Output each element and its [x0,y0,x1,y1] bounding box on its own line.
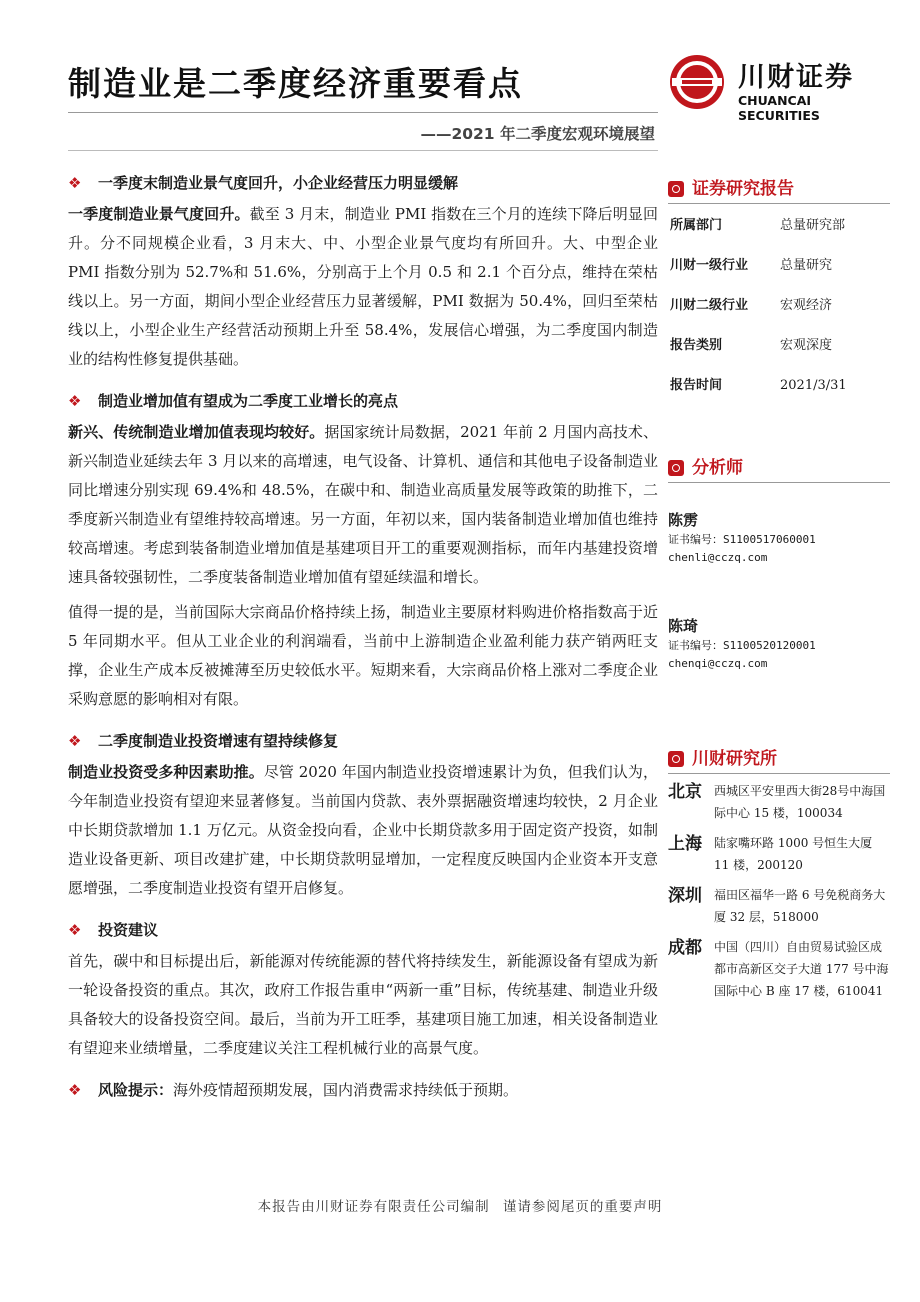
analyst-card [668,509,890,567]
info-value: 宏观经济 [780,298,833,313]
sidebar [668,175,890,1002]
paragraph-text: 首先，碳中和目标提出后，新能源对传统能源的替代将持续发生，新能源设备有望成为新一轮设备投资的重点。其次，政府工作报告重申“两新一重”目标，传统基建、制造业升级具备较大的设备投资空间。最后，当前为开工旺季，基建项目施工加速，相关设备制造业有望迎来业绩增量，二季度建议关注工程机械行业的高景气度。 [68,952,658,1057]
section-heading-text: 投资建议 [98,921,159,939]
sidebar-heading-text: 证券研究报告 [692,179,794,199]
report-icon [668,181,684,197]
sidebar-heading-text: 川财研究所 [692,749,777,769]
diamond-bullet-icon: ❖ [68,174,82,192]
info-value: 总量研究部 [780,218,846,233]
section-heading [68,170,658,196]
sidebar-heading-institute [668,745,890,774]
footer-left-text: 本报告由川财证券有限责任公司编制 [257,1199,490,1215]
paragraph [68,598,658,714]
info-row [668,244,890,284]
footer-right-text: 谨请参阅尾页的重要声明 [502,1199,663,1215]
header-divider [68,112,658,113]
paragraph-text: 值得一提的是，当前国际大宗商品价格持续上扬，制造业主要原材料购进价格指数高于近 5 年同期水平。但从工业企业的利润端看，当前中上游制造企业盈利能力获产销两旺支撑，企业生产成本反被摊薄至历史较低水平。短期来看，大宗商品价格上涨对二季度企业采购意愿的影响相对有限。 [68,603,658,708]
section-heading [68,388,658,414]
info-value: 2021/3/31 [780,378,847,393]
info-value: 总量研究 [780,258,833,273]
main-content [68,170,658,1107]
paragraph-text: 尽管 2020 年国内制造业投资增速累计为负，但我们认为，今年制造业投资有望迎来显著修复。当前国内贷款、表外票据融资增速均较快，2 月企业中长期贷款增加 1.1 万亿元。从资金投向看，企业中长期贷款多用于固定资产投资，如制造业设备更新、项目改建扩建，中长期贷款明显增加，一定程度反映国内企业资本开支意愿增强，二季度制造业投资有望开启修复。 [68,763,658,897]
info-row [668,284,890,324]
risk-text: 海外疫情超预期发展，国内消费需求持续低于预期。 [173,1081,519,1099]
analyst-name: 陈琦 [668,617,699,635]
analyst-name: 陈雳 [668,511,699,529]
section-heading-text: 一季度末制造业景气度回升，小企业经营压力明显缓解 [98,174,459,192]
paragraph-text: 截至 3 月末，制造业 PMI 指数在三个月的连续下降后明显回升。分不同规模企业看，3 月末大、中、小型企业景气度均有所回升。大、中型企业 PMI 指数分别为 52.7%和 51.6%，分别高于上个月 0.5 和 2.1 个百分点，维持在荣枯线以上。另一方面，期间小型企业经营压力显著缓解，PMI 数据为 50.4%，回归至荣枯线以上，小型企业生产经营活动预期上升至 58.4%，发展信心增强，为二季度国内制造业的结构性修复提供基础。 [68,205,658,368]
institute-address [668,780,890,824]
analyst-cert: 证书编号：S1100517060001 [668,533,816,546]
chuancai-logo-icon [668,53,726,111]
institute-city: 成都 [668,938,702,958]
brand-logo [668,53,888,123]
institute-address [668,884,890,928]
info-key: 所属部门 [670,218,723,233]
diamond-bullet-icon: ❖ [68,392,82,410]
brand-name-en: CHUANCAI SECURITIES [738,93,820,123]
section-heading-text: 二季度制造业投资增速有望持续修复 [98,732,339,750]
risk-note [68,1077,658,1103]
diamond-bullet-icon: ❖ [68,732,82,750]
section-heading [68,728,658,754]
institute-icon [668,751,684,767]
analyst-icon [668,460,684,476]
paragraph-lead: 新兴、传统制造业增加值表现均较好。 [68,423,325,441]
diamond-bullet-icon: ❖ [68,1081,82,1099]
info-key: 报告类别 [670,338,723,353]
paragraph [68,418,658,592]
paragraph-lead: 一季度制造业景气度回升。 [68,205,250,223]
analyst-email[interactable]: chenqi@cczq.com [668,657,768,670]
analyst-cert: 证书编号：S1100520120001 [668,639,816,652]
brand-name-cn: 川财证券 [738,62,854,93]
sidebar-heading-analyst [668,454,890,483]
institute-city: 上海 [668,834,702,854]
info-row [668,364,890,404]
institute-addr-text: 陆家嘴环路 1000 号恒生大厦 11 楼，200120 [714,836,873,872]
page-footer [0,1195,920,1215]
info-row [668,204,890,244]
report-title: 制造业是二季度经济重要看点 [68,64,523,103]
info-value: 宏观深度 [780,338,833,353]
paragraph [68,947,658,1063]
section-heading [68,917,658,943]
section-heading-text: 制造业增加值有望成为二季度工业增长的亮点 [98,392,399,410]
report-header [0,0,920,150]
institute-addr-text: 中国（四川）自由贸易试验区成都市高新区交子大道 177 号中海国际中心 B 座 17 楼，610041 [714,940,889,998]
institute-address [668,936,890,1002]
paragraph-text: 据国家统计局数据，2021 年前 2 月国内高技术、新兴制造业延续去年 3 月以来的高增速，电气设备、计算机、通信和其他电子设备制造业同比增速分别实现 69.4%和 48.5%，在碳中和、制造业高质量发展等政策的助推下，二季度新兴制造业有望维持较高增速。另一方面，年初以来，国内装备制造业增加值也维持较高增速。考虑到装备制造业增加值是基建项目开工的重要观测指标，而年内基建投资增速具备较强韧性，二季度装备制造业增加值有望延续温和增长。 [68,423,658,586]
info-key: 川财二级行业 [670,298,749,313]
institute-address [668,832,890,876]
info-key: 川财一级行业 [670,258,749,273]
institute-addr-text: 西城区平安里西大街28号中海国际中心 15 楼，100034 [714,784,886,820]
institute-city: 深圳 [668,886,702,906]
report-subtitle: ——2021 年二季度宏观环境展望 [420,125,655,143]
institute-addr-text: 福田区福华一路 6 号免税商务大厦 32 层，518000 [714,888,886,924]
sidebar-heading-report [668,175,890,204]
paragraph-lead: 制造业投资受多种因素助推。 [68,763,264,781]
risk-label: 风险提示： [98,1081,174,1099]
subtitle-divider [68,150,658,151]
info-key: 报告时间 [670,378,723,393]
sidebar-heading-text: 分析师 [692,458,743,478]
institute-city: 北京 [668,782,702,802]
info-row [668,324,890,364]
analyst-email[interactable]: chenli@cczq.com [668,551,768,564]
analyst-card [668,615,890,673]
diamond-bullet-icon: ❖ [68,921,82,939]
paragraph [68,200,658,374]
paragraph [68,758,658,903]
